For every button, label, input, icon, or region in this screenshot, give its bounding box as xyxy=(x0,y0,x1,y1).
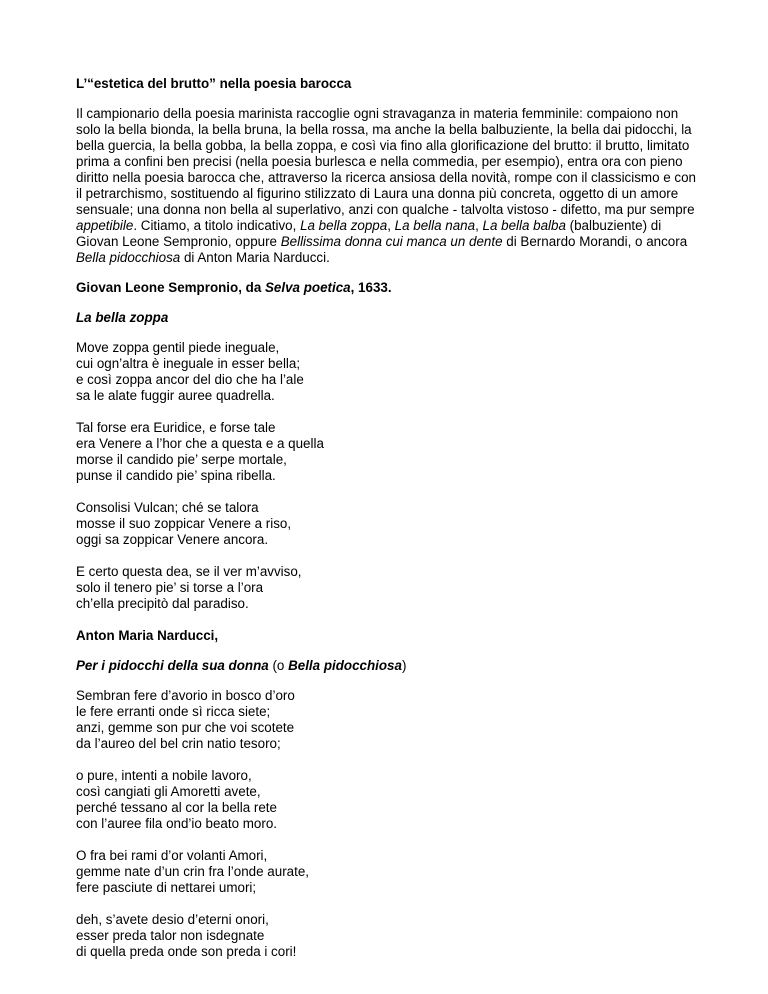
intro-italic-title: Bella pidocchiosa xyxy=(76,250,181,265)
poem-pidocchi xyxy=(76,688,700,960)
poem-stanza xyxy=(76,564,700,612)
section-heading-sempronio xyxy=(76,280,700,296)
intro-text: , xyxy=(475,218,483,233)
poem-line: di quella preda onde son preda i cori! xyxy=(76,944,297,959)
poem-title-pidocchi xyxy=(76,658,700,674)
poem-line: oggi sa zoppicar Venere ancora. xyxy=(76,532,269,547)
poem-title-bella-zoppa: La bella zoppa xyxy=(76,310,169,325)
intro-text: di Bernardo Morandi, o ancora xyxy=(502,234,688,249)
poem-stanza xyxy=(76,500,700,548)
poem-stanza xyxy=(76,340,700,404)
poem-line: deh, s’avete desio d’eterni onori, xyxy=(76,912,269,927)
poem-line: esser preda talor non isdegnate xyxy=(76,928,265,943)
poem-line: ch’ella precipitò dal paradiso. xyxy=(76,596,249,611)
poem-line: E certo questa dea, se il ver m’avviso, xyxy=(76,564,302,579)
intro-text: di Anton Maria Narducci. xyxy=(180,250,330,265)
poem-stanza xyxy=(76,688,700,752)
poem-line: cui ogn’altra è ineguale in esser bella; xyxy=(76,356,301,371)
poem-title-paren-open: (o xyxy=(268,658,289,673)
poem-line: punse il candido pie’ spina ribella. xyxy=(76,468,276,483)
poem-bella-zoppa xyxy=(76,340,700,612)
intro-italic-title: La bella balba xyxy=(482,218,566,233)
heading-work-title: Selva poetica xyxy=(265,280,351,295)
intro-text: Il campionario della poesia marinista raccoglie ogni stravaganza in materia femminile: compaiono non solo la bella bionda, la bella bruna, la bella rossa, ma anche la bella balbuziente, la bella dai pidocchi, la bella guercia, la bella gobba, la bella zoppa, e così via fino alla glorificazione del brutto: il brutto, limitato prima a confini ben precisi (nella poesia burlesca e nella commedia, per esempio), entra ora con pieno diritto nella poesia barocca che, attraverso la ricerca ansiosa della novità, rompe con il classicismo e con il petrarchismo, sostituendo al figurino stilizzato di Laura una donna più concreta, oggetto di un amore sensuale; una donna non bella al superlativo, anzi con qualche - talvolta vistoso - difetto, ma pur sempre xyxy=(76,106,696,217)
document-page xyxy=(76,76,700,976)
poem-line: sa le alate fuggir auree quadrella. xyxy=(76,388,275,403)
poem-line: fere pasciute di nettarei umori; xyxy=(76,880,257,895)
poem-line: Tal forse era Euridice, e forse tale xyxy=(76,420,276,435)
poem-stanza xyxy=(76,912,700,960)
poem-title-paren-close: ) xyxy=(401,658,407,673)
poem-line: perché tessano al cor la bella rete xyxy=(76,800,277,815)
poem-line: o pure, intenti a nobile lavoro, xyxy=(76,768,252,783)
poem-line: anzi, gemme son pur che voi scotete xyxy=(76,720,295,735)
poem-line: mosse il suo zoppicar Venere a riso, xyxy=(76,516,292,531)
poem-line: Sembran fere d’avorio in bosco d’oro xyxy=(76,688,295,703)
poem-line: solo il tenero pie’ si torse a l’ora xyxy=(76,580,264,595)
intro-text: . Citiamo, a titolo indicativo, xyxy=(133,218,301,233)
poem-title-alternate: Bella pidocchiosa xyxy=(288,658,402,673)
poem-line: con l’auree fila ond’io beato moro. xyxy=(76,816,277,831)
poem-line: così cangiati gli Amoretti avete, xyxy=(76,784,261,799)
intro-italic-title: La bella nana xyxy=(394,218,476,233)
intro-italic-title: appetibile xyxy=(76,218,134,233)
poem-line: le fere erranti onde sì ricca siete; xyxy=(76,704,271,719)
poem-line: era Venere a l’hor che a questa e a quella xyxy=(76,436,324,451)
heading-year: , 1633. xyxy=(350,280,392,295)
poem-line: da l’aureo del bel crin natio tesoro; xyxy=(76,736,281,751)
poem-line: e così zoppa ancor del dio che ha l’ale xyxy=(76,372,304,387)
poem-stanza xyxy=(76,768,700,832)
poem-line: Consolisi Vulcan; ché se talora xyxy=(76,500,259,515)
poem-stanza xyxy=(76,848,700,896)
heading-author: Giovan Leone Sempronio, da xyxy=(76,280,265,295)
intro-italic-title: Bellissima donna cui manca un dente xyxy=(280,234,503,249)
intro-text: , xyxy=(387,218,395,233)
intro-italic-title: La bella zoppa xyxy=(300,218,388,233)
intro-paragraph xyxy=(76,106,700,266)
intro-text: (balbuziente) di Giovan Leone Sempronio, oppure xyxy=(76,218,662,249)
poem-stanza xyxy=(76,420,700,484)
poem-line: gemme nate d’un crin fra l’onde aurate, xyxy=(76,864,309,879)
poem-line: morse il candido pie’ serpe mortale, xyxy=(76,452,287,467)
poem-line: O fra bei rami d’or volanti Amori, xyxy=(76,848,268,863)
poem-line: Move zoppa gentil piede ineguale, xyxy=(76,340,280,355)
section-heading-narducci: Anton Maria Narducci, xyxy=(76,628,219,643)
poem-title-main: Per i pidocchi della sua donna xyxy=(76,658,269,673)
page-title: L’“estetica del brutto” nella poesia barocca xyxy=(76,76,352,91)
